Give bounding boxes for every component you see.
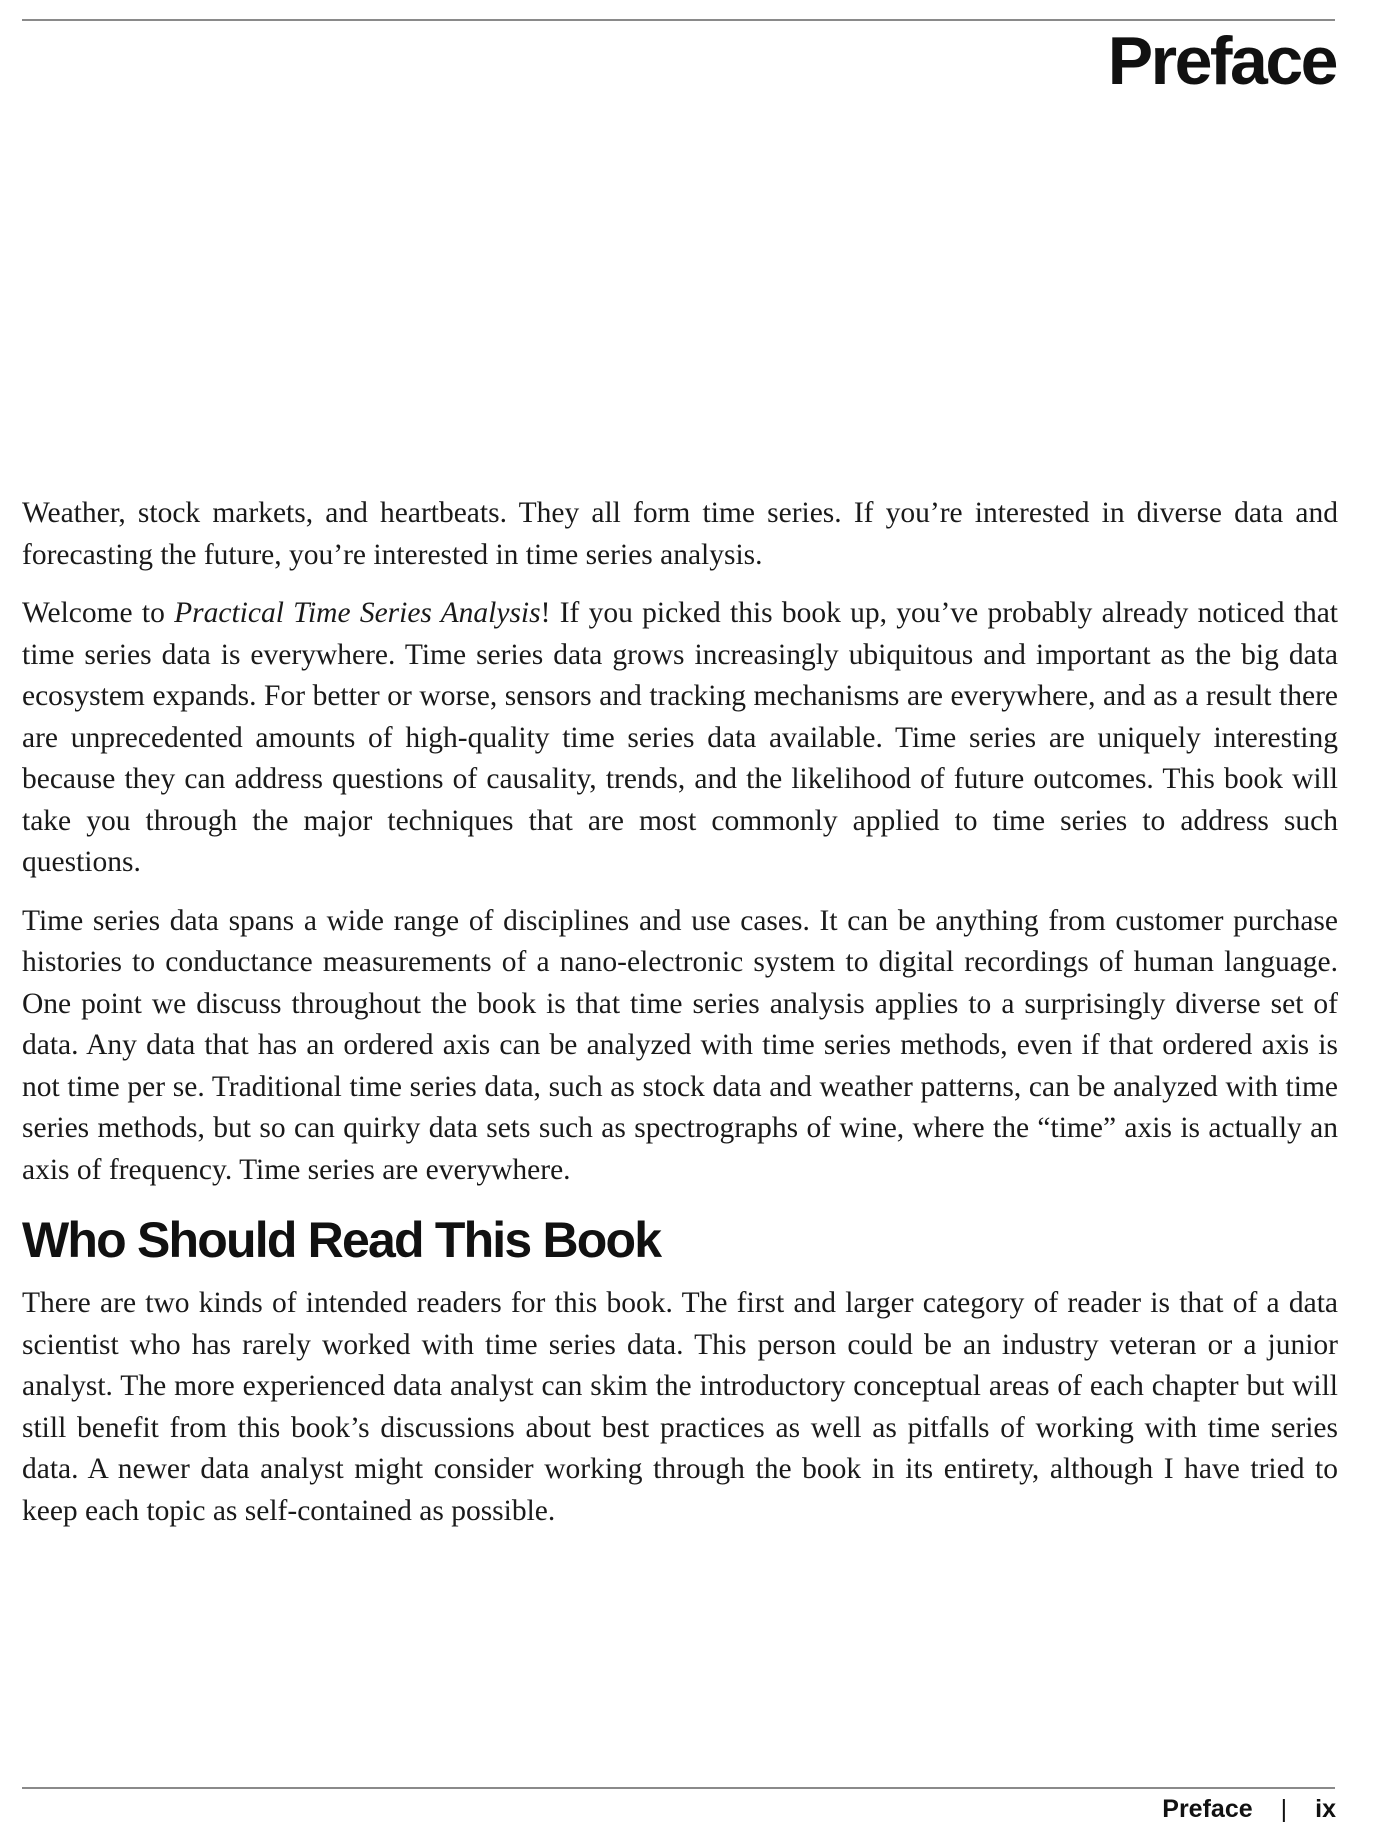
paragraph-welcome	[22, 593, 1338, 884]
paragraph-disciplines: Time series data spans a wide range of disciplines and use cases. It can be anything from customer purchase histories to conductance measurements of a nano-electronic system to digital recordings of human language. One point we discuss throughout the book is that time series analysis applies to a surprisingly diverse set of data. Any data that has an ordered axis can be analyzed with time series methods, even if that ordered axis is not time per se. Traditional time series data, such as stock data and weather patterns, can be analyzed with time series methods, but so can quirky data sets such as spectrographs of wine, where the “time” axis is actually an axis of frequency. Time series are everywhere.	[22, 904, 1338, 1186]
footer-separator: |	[1280, 1795, 1288, 1823]
section-heading: Who Should Read This Book	[22, 1212, 661, 1268]
page-body	[22, 493, 1338, 1549]
bottom-rule	[22, 1787, 1335, 1789]
footer-label: Preface	[1162, 1795, 1253, 1823]
paragraph-intro: Weather, stock markets, and heartbeats. They all form time series. If you’re interested in diverse data and forecasting the future, you’re interested in time series analysis.	[22, 497, 1338, 571]
page-footer	[1162, 1795, 1336, 1824]
chapter-title: Preface	[1107, 23, 1336, 99]
welcome-body-text: ! If you picked this book up, you’ve probably already noticed that time series data is everywhere. Time series data grows increasingly ubiquitous and important as the big data ecosystem expands. For better or worse, sensors and tracking mechanisms are everywhere, and as a result there are unprecedented amounts of high-quality time series data available. Time series are uniquely interesting because they can address questions of causality, trends, and the likelihood of future outcomes. This book will take you through the major techniques that are most commonly applied to time series to address such questions.	[22, 597, 1338, 878]
welcome-lead-text: Welcome to	[22, 597, 175, 629]
page-number: ix	[1315, 1795, 1336, 1823]
book-title-italic: Practical Time Series Analysis	[174, 597, 541, 629]
paragraph-readers: There are two kinds of intended readers for this book. The first and larger category of reader is that of a data scientist who has rarely worked with time series data. This person could be an industry veteran or a junior analyst. The more experienced data analyst can skim the introductory conceptual areas of each chapter but will still benefit from this book’s discussions about best practices as well as pitfalls of working with time series data. A newer data analyst might consider working through the book in its entirety, although I have tried to keep each topic as self-contained as possible.	[22, 1287, 1338, 1527]
top-rule	[22, 19, 1335, 21]
